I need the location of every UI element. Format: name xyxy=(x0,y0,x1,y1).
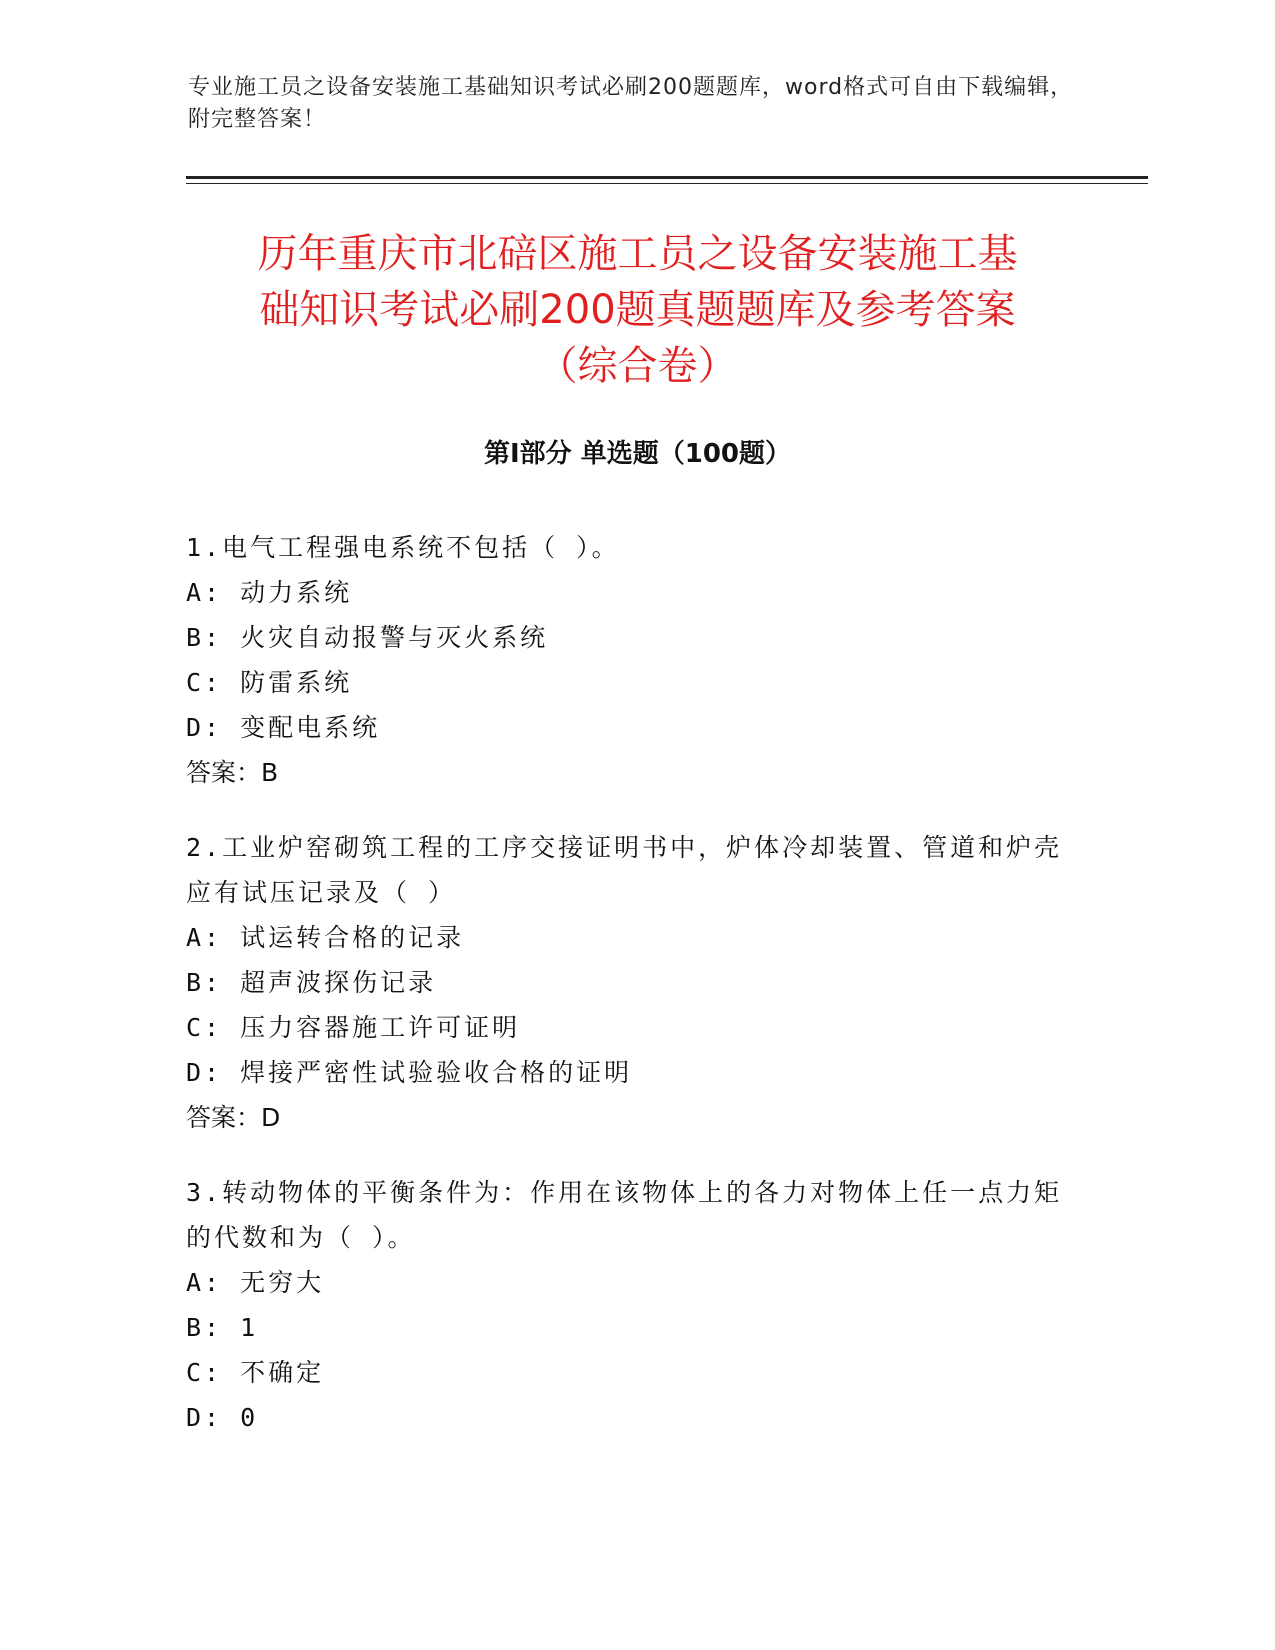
option-c: C: 不确定 xyxy=(186,1358,325,1387)
header-divider-thin xyxy=(186,183,1148,184)
title-line-2: 础知识考试必刷200题真题题库及参考答案 xyxy=(259,287,1016,333)
option-b: B: 1 xyxy=(186,1313,259,1342)
option-c: C: 防雷系统 xyxy=(186,668,353,697)
section-title: 第Ⅰ部分 单选题（100题） xyxy=(484,439,791,469)
option-a: A: 动力系统 xyxy=(186,578,353,607)
header-divider-thick xyxy=(186,176,1148,179)
question-1 xyxy=(186,525,1086,795)
question-2 xyxy=(186,825,1086,1140)
option-b: B: 火灾自动报警与灭火系统 xyxy=(186,623,549,652)
title-line-3: （综合卷） xyxy=(537,343,738,389)
option-c: C: 压力容器施工许可证明 xyxy=(186,1013,521,1042)
answer-line: 答案：B xyxy=(186,758,279,787)
option-d: D: 0 xyxy=(186,1403,259,1432)
page-header-text: 专业施工员之设备安装施工基础知识考试必刷200题题库，word格式可自由下载编辑，附完整答案！ xyxy=(188,75,1074,132)
document-title xyxy=(150,226,1125,394)
title-line-1: 历年重庆市北碚区施工员之设备安装施工基 xyxy=(257,231,1018,277)
question-stem: 3.转动物体的平衡条件为：作用在该物体上的各力对物体上任一点力矩的代数和为（ ）。 xyxy=(186,1178,1063,1252)
option-b: B: 超声波探伤记录 xyxy=(186,968,437,997)
answer-line: 答案：D xyxy=(186,1103,281,1132)
question-stem: 1.电气工程强电系统不包括（ ）。 xyxy=(186,533,620,562)
option-a: A: 试运转合格的记录 xyxy=(186,923,465,952)
option-a: A: 无穷大 xyxy=(186,1268,325,1297)
question-3 xyxy=(186,1170,1086,1440)
option-d: D: 变配电系统 xyxy=(186,713,381,742)
question-stem: 2.工业炉窑砌筑工程的工序交接证明书中，炉体冷却装置、管道和炉壳应有试压记录及（ ） xyxy=(186,833,1063,907)
question-list xyxy=(186,525,1086,1470)
option-d: D: 焊接严密性试验验收合格的证明 xyxy=(186,1058,633,1087)
